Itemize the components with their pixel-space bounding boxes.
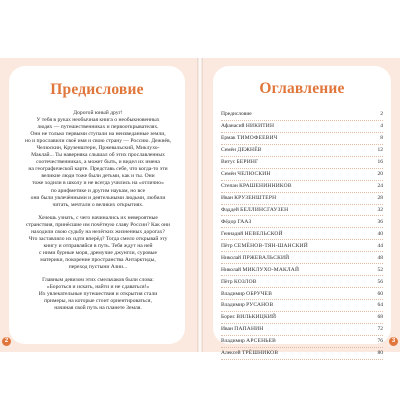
toc-entry[interactable] <box>221 205 383 217</box>
toc-entry-first-name: Николай <box>221 266 242 273</box>
toc-entry-first-name: Пётр <box>221 242 233 249</box>
preface-line: на географической карте. Представь себе, что когда-то эти <box>28 166 168 173</box>
toc-entry-first-name: Пётр <box>221 278 233 285</box>
toc-entry-surname: НЕВЕЛЬСКОЙ <box>244 230 283 237</box>
toc-entry[interactable] <box>221 193 383 205</box>
toc-entry-surname: СЕМЁНОВ-ТЯН-ШАНСКИЙ <box>234 242 308 249</box>
toc-entry-first-name: Владимир <box>221 338 245 345</box>
toc-entry-page: 76 <box>377 338 383 345</box>
toc-entry-name <box>221 255 289 261</box>
toc-entry-page: 2 <box>380 111 383 118</box>
toc-entry[interactable] <box>221 264 383 276</box>
toc-entry-surname: ОБРУЧЕВ <box>246 290 273 297</box>
toc-entry[interactable] <box>221 240 383 252</box>
toc-entry-surname: ТРЁШНИКОВ <box>241 350 279 357</box>
preface-paragraph <box>21 215 175 271</box>
toc-entry[interactable] <box>221 145 383 157</box>
preface-line: книгу и отправляйся в путь. Тебя ждут на ней <box>43 242 153 249</box>
toc-entry-first-name: Степан <box>221 183 238 190</box>
toc-entry-page: 36 <box>377 218 383 225</box>
toc-entry-first-name: Семён <box>221 147 237 154</box>
preface-line: Их увлекательные путешествия и открытия стали <box>38 291 158 298</box>
toc-entry-name <box>221 302 273 308</box>
preface-line: но и прославили своё имя и свою страну — Россию. Дежнёв, <box>24 138 172 145</box>
preface-line: начиная свой путь на планете Земля. <box>54 305 142 312</box>
toc-entry-name <box>221 291 272 297</box>
toc-entry-surname: БЕРИНГ <box>236 159 259 166</box>
preface-line: они были увлечёнными и деятельными людьми, любили <box>30 194 166 201</box>
toc-entry[interactable] <box>221 216 383 228</box>
preface-line: великие люди тоже были детьми, как и ты. Они <box>41 173 155 180</box>
toc-entry[interactable] <box>221 121 383 133</box>
toc-entry-surname: НИКИТИН <box>245 123 275 130</box>
toc-entry-name <box>221 267 299 273</box>
toc-entry-first-name: Афанасий <box>221 123 245 130</box>
toc-entry[interactable] <box>221 157 383 169</box>
toc-entry-surname: ПАПАНИН <box>234 326 264 333</box>
preface-line: У тебя в руках необычная книга о необыкновенных <box>36 117 160 124</box>
toc-entry[interactable] <box>221 336 383 348</box>
toc-entry-page: 20 <box>377 171 383 178</box>
toc-entry-page: 40 <box>377 230 383 237</box>
toc-entry-page: 64 <box>377 302 383 309</box>
toc-entry-first-name: Предисловие <box>221 111 252 118</box>
toc-entry-page: 28 <box>377 195 383 202</box>
toc-entry-name <box>221 279 257 285</box>
toc-entry-name <box>221 135 278 141</box>
toc-entry-page: 12 <box>377 147 383 154</box>
preface-paragraph <box>21 110 175 209</box>
preface-line: людях — путешественниках и первооткрывателях. <box>37 124 159 131</box>
toc-entry-name <box>221 243 308 249</box>
toc-entry-name <box>221 207 288 213</box>
toc-entry-surname: ГААЗ <box>237 218 252 225</box>
preface-line: Что заставляло их идти вперёд? Тогда смело открывай эту <box>28 235 168 242</box>
toc-entry-first-name: Ермак <box>221 135 236 142</box>
toc-entry-page: 44 <box>377 242 383 249</box>
contents-title: Оглавление <box>259 80 345 97</box>
toc-entry-first-name: Фёдор <box>221 218 237 225</box>
toc-entry-page: 68 <box>377 314 383 321</box>
toc-entry-page: 48 <box>377 254 383 261</box>
preface-body <box>21 110 175 318</box>
preface-line: Главным девизом этих смельчаков были слова: <box>42 277 154 284</box>
preface-line: примеры, на которые стоит ориентироваться, <box>44 298 152 305</box>
toc-entry[interactable] <box>221 276 383 288</box>
toc-entry-surname: АРСЕНЬЕВ <box>246 338 277 345</box>
preface-line: Они не только первыми ступали на неизведанные земли, <box>30 131 166 138</box>
toc-entry[interactable] <box>221 252 383 264</box>
preface-line: материки, покорение пространства Антарктиды, <box>40 256 156 263</box>
toc-entry-name <box>221 171 271 177</box>
toc-entry[interactable] <box>221 348 383 360</box>
right-page <box>203 58 400 357</box>
preface-line: тоже ходили в школу и не всегда учились на «отлично» <box>32 180 164 187</box>
toc-entry-surname: КРАШЕНИННИКОВ <box>239 183 292 190</box>
preface-line: Дорогой юный друг! <box>73 110 123 116</box>
toc-entry-name <box>221 147 262 153</box>
toc-entry[interactable] <box>221 109 383 121</box>
toc-entry-name <box>221 111 252 117</box>
toc-entry-name <box>221 219 251 225</box>
toc-entry-surname: ЧЕЛЮСКИН <box>237 171 271 178</box>
toc-entry-name <box>221 338 276 344</box>
toc-entry-surname: ДЕЖНЁВ <box>237 147 262 154</box>
toc-entry[interactable] <box>221 312 383 324</box>
preface-panel <box>9 66 185 344</box>
preface-line: по арифметике и другим наукам, но все <box>50 187 146 194</box>
toc-entry[interactable] <box>221 181 383 193</box>
toc-entry-name <box>221 314 276 320</box>
toc-entry-first-name: Владимир <box>221 290 245 297</box>
toc-entry-surname: БЕЛЛИНСГАУЗЕН <box>240 206 289 213</box>
toc-entry-name <box>221 195 276 201</box>
toc-entry-surname: ПРЖЕВАЛЬСКИЙ <box>242 254 290 261</box>
preface-line: с ними бурные моря, дремучие джунгли, суровые <box>38 249 158 256</box>
toc-entry-name <box>221 350 278 356</box>
preface-title: Предисловие <box>50 81 144 98</box>
preface-line: Хочешь узнать, с чего начинались их невероятные <box>38 214 158 221</box>
toc-entry-page: 56 <box>377 278 383 285</box>
toc-entry-first-name: Семён <box>221 171 237 178</box>
table-of-contents <box>221 109 383 360</box>
toc-entry-first-name: Геннадий <box>221 230 244 237</box>
toc-entry-surname: ТИМОФЕЕВИЧ <box>236 135 278 142</box>
toc-entry-surname: МИКЛУХО-МАКЛАЙ <box>242 266 300 273</box>
toc-entry-surname: РУСАНОВ <box>246 302 274 309</box>
toc-entry-first-name: Борис <box>221 314 236 321</box>
toc-entry[interactable] <box>221 133 383 145</box>
toc-entry-page: 52 <box>377 266 383 273</box>
toc-entry-first-name: Фаддей <box>221 206 239 213</box>
preface-line: соотечественниках, а может быть, и видел их имена <box>36 159 160 166</box>
preface-line: Маклай... Ты наверняка слышал об этих прославленных <box>31 152 165 159</box>
toc-entry[interactable] <box>221 288 383 300</box>
toc-entry-name <box>221 183 292 189</box>
page-number-left: 2 <box>2 337 11 346</box>
toc-entry-first-name: Владимир <box>221 302 245 309</box>
toc-entry[interactable] <box>221 300 383 312</box>
toc-entry-page: 16 <box>377 159 383 166</box>
toc-entry-first-name: Николай <box>221 254 242 261</box>
toc-entry-first-name: Иван <box>221 195 233 202</box>
contents-panel <box>213 66 391 357</box>
toc-entry[interactable] <box>221 228 383 240</box>
toc-entry-page: 80 <box>377 350 383 357</box>
toc-entry-first-name: Алексей <box>221 350 241 357</box>
toc-entry-name <box>221 231 283 237</box>
toc-entry-page: 4 <box>380 123 383 130</box>
left-page <box>0 58 197 352</box>
toc-entry[interactable] <box>221 324 383 336</box>
preface-line: находили свою судьбу на нелёгких жизненных дорогах? <box>31 228 165 235</box>
toc-entry-name <box>221 159 258 165</box>
toc-entry-surname: ВИЛЬКИЦКИЙ <box>236 314 277 321</box>
toc-entry-first-name: Иван <box>221 326 233 333</box>
toc-entry-page: 24 <box>377 183 383 190</box>
toc-entry-surname: КОЗЛОВ <box>234 278 257 285</box>
preface-line: читать, мечтали о великих открытиях. <box>52 201 144 208</box>
preface-line: переход пустыни Азии... <box>68 263 128 270</box>
toc-entry-page: 60 <box>377 290 383 297</box>
toc-entry-name <box>221 123 274 129</box>
toc-entry[interactable] <box>221 169 383 181</box>
toc-entry-page: 32 <box>377 206 383 213</box>
toc-entry-page: 8 <box>380 135 383 142</box>
preface-line: Челюскин, Крузенштерн, Пржевальский, Миклухо- <box>36 145 160 152</box>
toc-entry-first-name: Витус <box>221 159 236 166</box>
toc-entry-name <box>221 326 263 332</box>
preface-paragraph <box>21 277 175 312</box>
preface-line: «Бороться и искать, найти и не сдаваться!» <box>46 284 150 291</box>
preface-line: странствия, принёсшие им почётную славу России? Как они <box>26 221 170 228</box>
page-number-right: 3 <box>389 337 398 346</box>
toc-entry-surname: КРУЗЕНШТЕРН <box>234 195 277 202</box>
toc-entry-page: 72 <box>377 326 383 333</box>
book-spread <box>0 58 400 357</box>
